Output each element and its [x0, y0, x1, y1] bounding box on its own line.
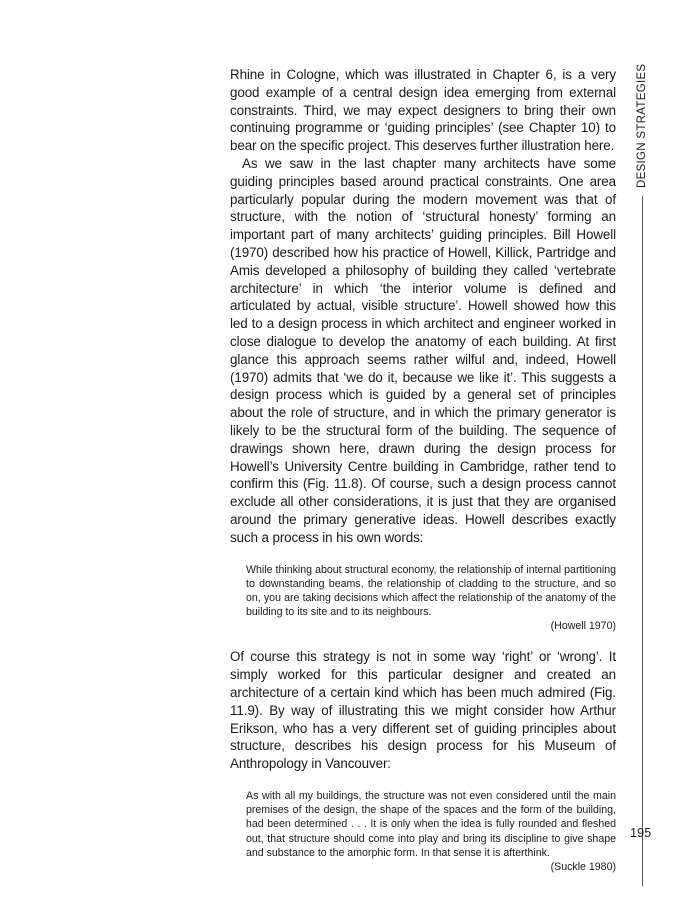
quote-citation: (Howell 1970): [550, 620, 616, 633]
running-sidebar: [632, 63, 652, 826]
body-paragraph-1: Rhine in Cologne, which was illustrated in Chapter 6, is a very good example of a central design idea emerging from external constraints. Third, we may expect designers to bring their own continuing programme or ‘guiding principles’ (see Chapter 10) to bear on the specific project. This deserves further illustration here.: [230, 67, 616, 154]
section-label: DESIGN STRATEGIES: [636, 63, 648, 188]
quote-text: As with all my buildings, the structure was not even considered until the main premises of the design, the shape of the spaces and the form of the building, had been determined . . . It is only when the idea is fully rounded and fleshed out, that structure should come into play and bring its discipline to give shape and substance to the amorphic form. In that sense it is afterthink.: [246, 789, 616, 859]
text-column: [230, 66, 616, 889]
body-paragraph-2: As we saw in the last chapter many architects have some guiding principles based around practical constraints. One area particularly popular during the modern movement was that of structure, with the notion of ‘structural honesty’ forming an important part of many architects’ guiding principles. Bill Howell (1970) described how his practice of Howell, Killick, Partridge and Amis developed a philosophy of building they called ‘vertebrate architecture’ in which ‘the interior volume is defined and articulated by actual, visible structure’. Howell showed how this led to a design process in which architect and engineer worked in close dialogue to develop the anatomy of each building. At first glance this approach seems rather wilful and, indeed, Howell (1970) admits that ‘we do it, because we like it’. This suggests a design process which is guided by a general set of principles about the role of structure, and in which the primary generator is likely to be the structural form of the building. The sequence of drawings shown here, drawn during the design process for Howell’s University Centre building in Cambridge, rather tend to confirm this (Fig. 11.8). Of course, such a design process cannot exclude all other considerations, it is just that they are organised around the primary generative ideas. Howell describes exactly such a process in his own words:: [230, 155, 616, 545]
quote-text: While thinking about structural economy, the relationship of internal partitioning to downstanding beams, the relationship of cladding to the structure, and so on, you are taking decisions which affect the relationship of the anatomy of the building to its site and to its neighbours.: [246, 563, 616, 619]
block-quote-erikson: [246, 789, 616, 875]
body-paragraph-3: Of course this strategy is not in some way ‘right’ or ‘wrong’. It simply worked for this particular designer and created an architecture of a certain kind which has been much admired (Fig. 11.9). By way of illustrating this we might consider how Arthur Erikson, who has a very different set of guiding principles about structure, describes his design process for his Museum of Anthropology in Vancouver:: [230, 649, 616, 772]
page-number: 195: [630, 826, 652, 840]
quote-citation: (Suckle 1980): [550, 860, 616, 873]
vertical-rule: [642, 196, 643, 886]
block-quote-howell: [246, 563, 616, 635]
